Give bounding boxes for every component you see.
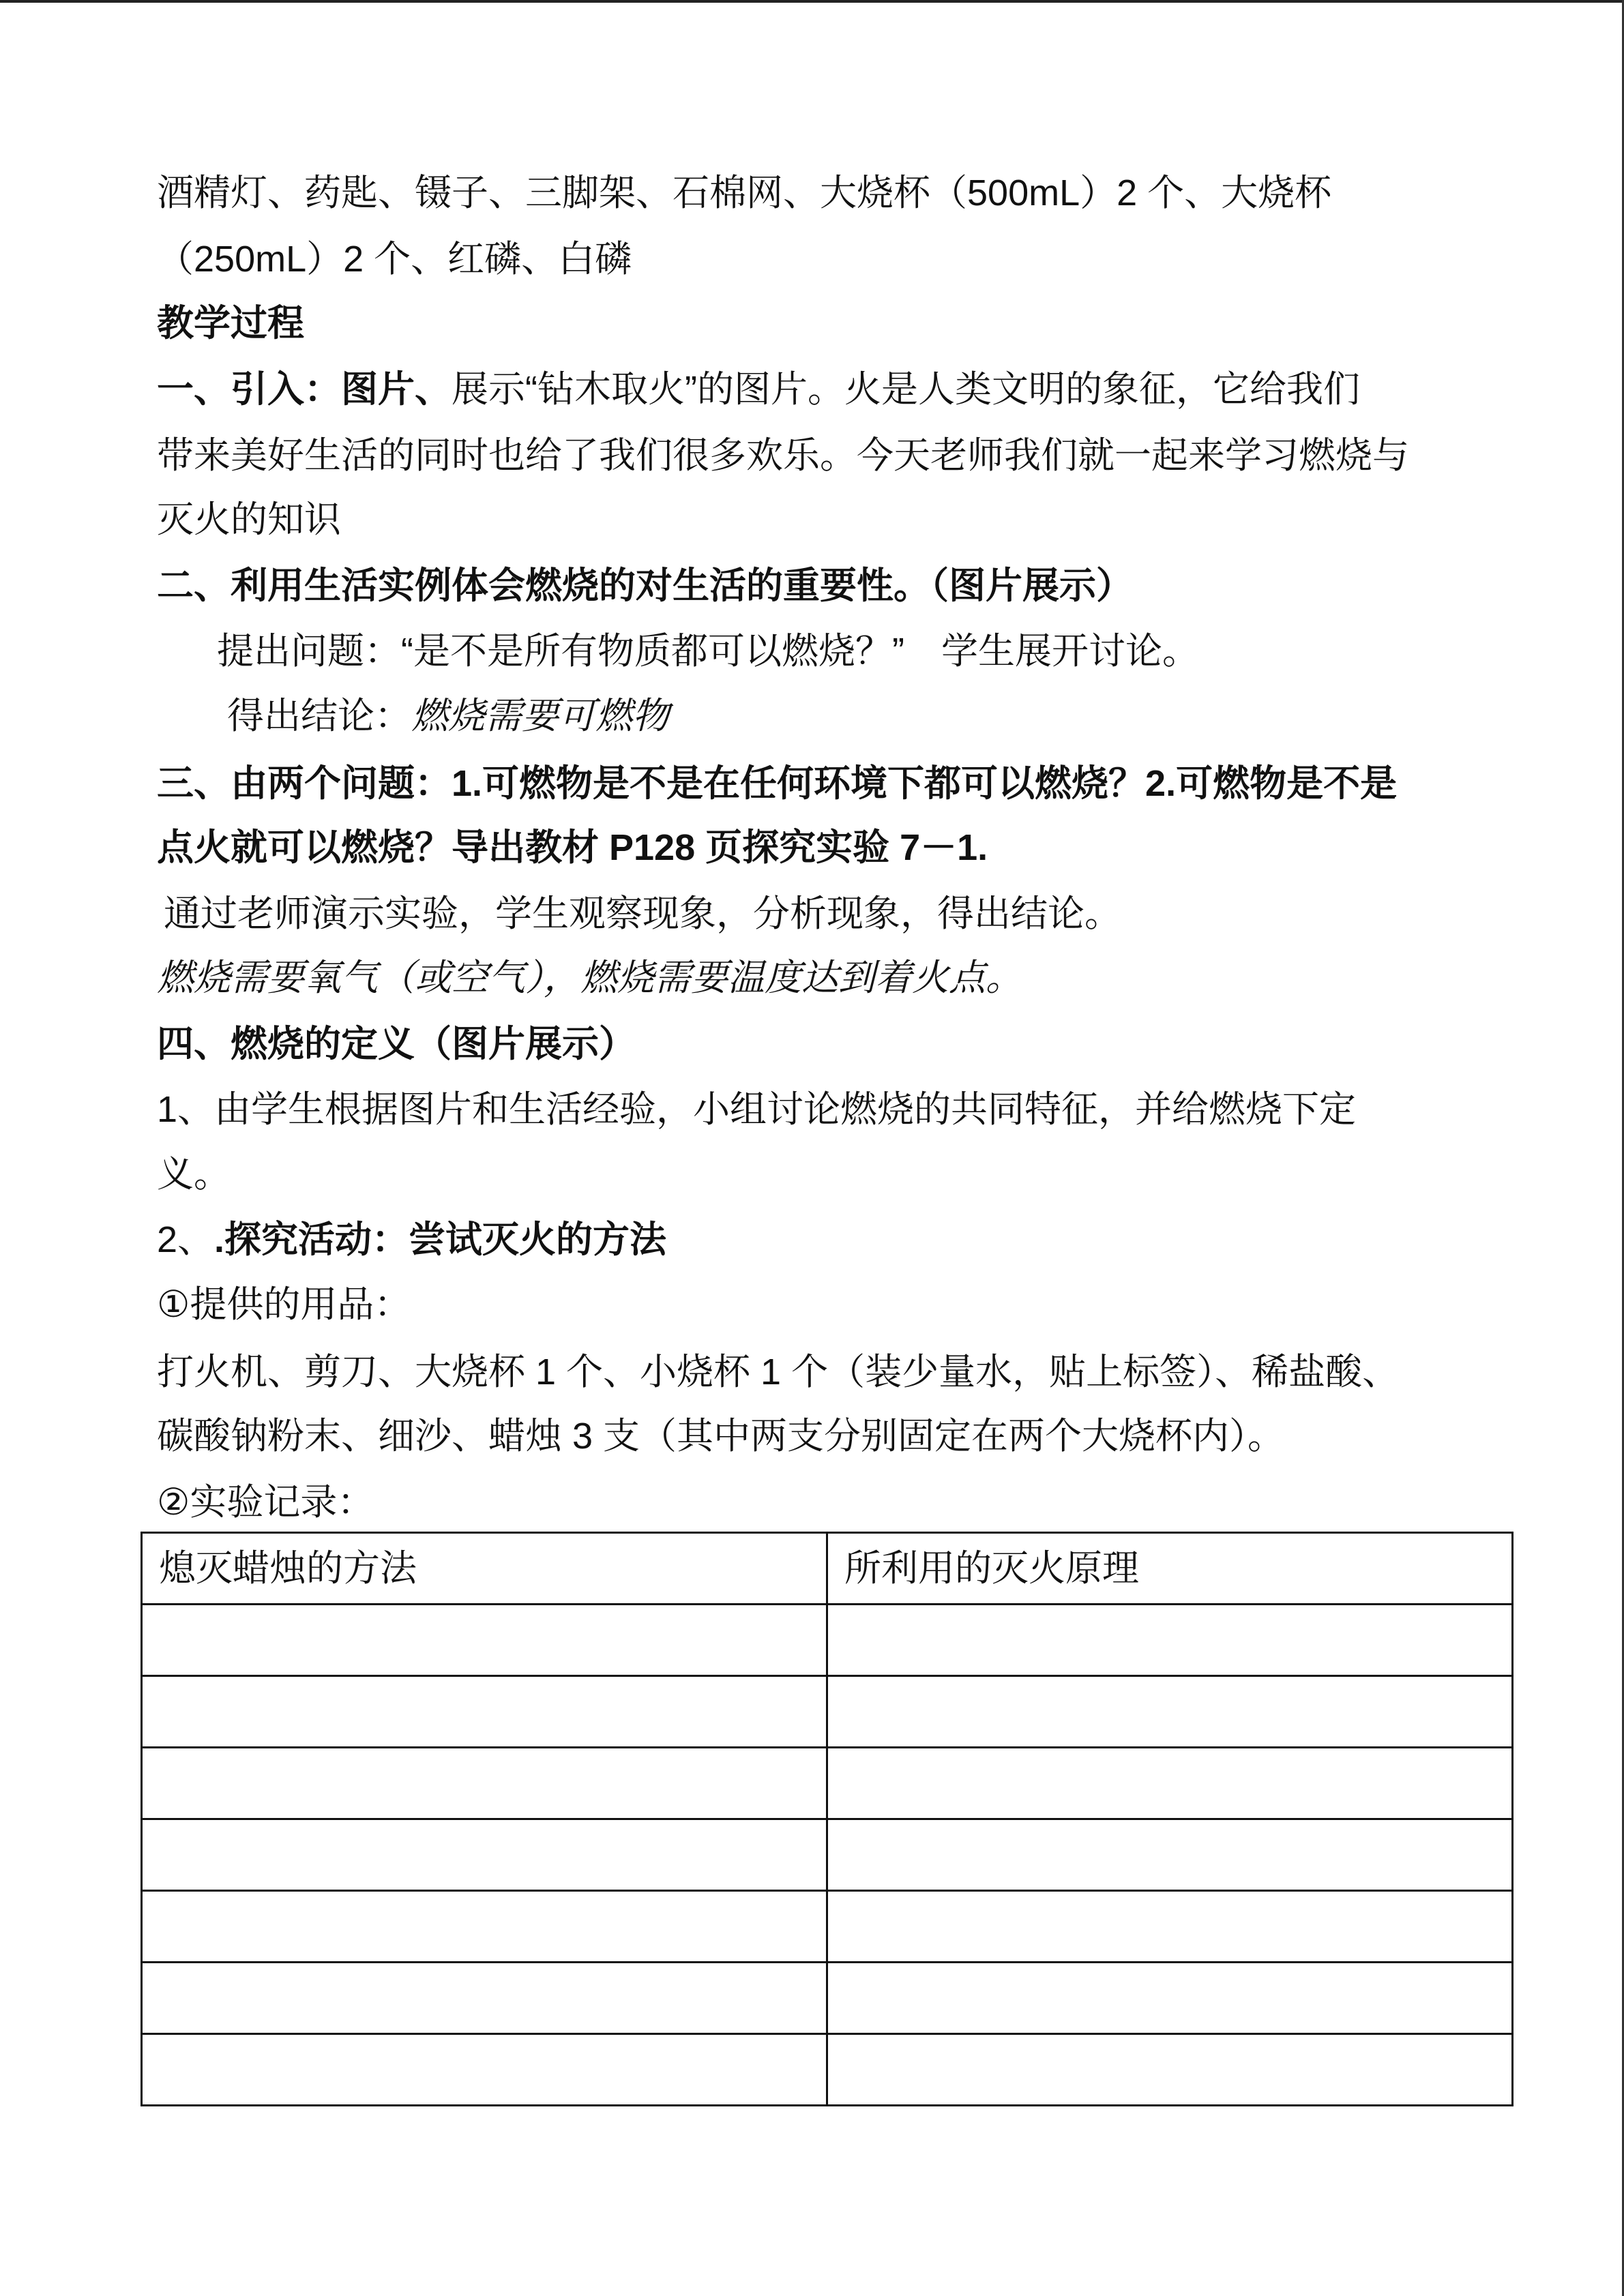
section3-title-line-2: 点火就可以燃烧？导出教材 P128 页探究实验 7－1. [157, 827, 988, 868]
table-row [142, 1963, 1513, 2034]
section2-conclusion: 燃烧需要可燃物 [411, 696, 669, 736]
table-cell-principle [827, 1605, 1513, 1676]
table-row [142, 2034, 1513, 2106]
section2-question: 提出问题：“是不是所有物质都可以燃烧？” 学生展开讨论。 [217, 631, 1199, 672]
experiment-record-table [141, 1532, 1514, 2106]
table-cell-principle [827, 1819, 1513, 1891]
section1-line-3: 灭火的知识 [157, 499, 341, 540]
supplies-line-2: 碳酸钠粉末、细沙、蜡烛 3 支（其中两支分别固定在两个大烧杯内）。 [157, 1416, 1285, 1457]
section4-item2-line [157, 1207, 666, 1272]
supplies-line-1: 打火机、剪刀、大烧杯 1 个、小烧杯 1 个（装少量水，贴上标签）、稀盐酸、 [157, 1352, 1400, 1392]
section4-item2-number: 2、 [157, 1219, 215, 1260]
table-row [142, 1605, 1513, 1676]
table-row [142, 1748, 1513, 1819]
table-cell-method [142, 1748, 827, 1819]
section3-title-line-1: 三、由两个问题：1.可燃物是不是在任何环境下都可以燃烧？2.可燃物是不是 [157, 763, 1398, 804]
table-cell-principle [827, 2034, 1513, 2106]
table-cell-method [142, 1819, 827, 1891]
section4-item1-line-2: 义。 [157, 1154, 231, 1195]
section1-text: 展示“钻木取火”的图片。火是人类文明的象征，它给我们 [452, 369, 1360, 410]
section2-conclusion-label: 得出结论： [227, 696, 411, 736]
column-header-principle: 所利用的灭火原理 [827, 1533, 1513, 1605]
record-label: ②实验记录： [157, 1482, 374, 1523]
section-heading-teaching-process: 教学过程 [157, 303, 304, 344]
table-cell-principle [827, 1748, 1513, 1819]
page-edge-top [0, 0, 1624, 3]
section4-item2-title: .探究活动：尝试灭火的方法 [214, 1219, 667, 1260]
supplies-label: ①提供的用品： [157, 1284, 411, 1325]
table-row [142, 1891, 1513, 1963]
section1-line-1 [157, 357, 1360, 422]
table-cell-principle [827, 1676, 1513, 1748]
section3-conclusion: 燃烧需要氧气（或空气），燃烧需要温度达到着火点。 [157, 957, 1022, 998]
section2-title: 二、利用生活实例体会燃烧的对生活的重要性。（图片展示） [157, 565, 1133, 606]
table-row [142, 1676, 1513, 1748]
table-cell-principle [827, 1891, 1513, 1963]
materials-line-2: （250mL）2 个、红磷、白磷 [157, 239, 632, 280]
table-row [142, 1819, 1513, 1891]
materials-line-1: 酒精灯、药匙、镊子、三脚架、石棉网、大烧杯（500mL）2 个、大烧杯 [157, 173, 1332, 213]
table-cell-method [142, 2034, 827, 2106]
table-cell-principle [827, 1963, 1513, 2034]
table-cell-method [142, 1963, 827, 2034]
table-cell-method [142, 1676, 827, 1748]
section3-demo: 通过老师演示实验，学生观察现象，分析现象，得出结论。 [164, 893, 1121, 934]
column-header-method: 熄灭蜡烛的方法 [142, 1533, 827, 1605]
table-header-row [142, 1533, 1513, 1605]
table-cell-method [142, 1891, 827, 1963]
section2-conclusion-line [227, 683, 669, 749]
section1-label: 一、引入：图片、 [157, 369, 452, 410]
section4-item1-line-1: 1、由学生根据图片和生活经验，小组讨论燃烧的共同特征，并给燃烧下定 [157, 1089, 1357, 1130]
section4-title: 四、燃烧的定义（图片展示） [157, 1024, 636, 1064]
section1-line-2: 带来美好生活的同时也给了我们很多欢乐。今天老师我们就一起来学习燃烧与 [157, 435, 1409, 476]
table-cell-method [142, 1605, 827, 1676]
